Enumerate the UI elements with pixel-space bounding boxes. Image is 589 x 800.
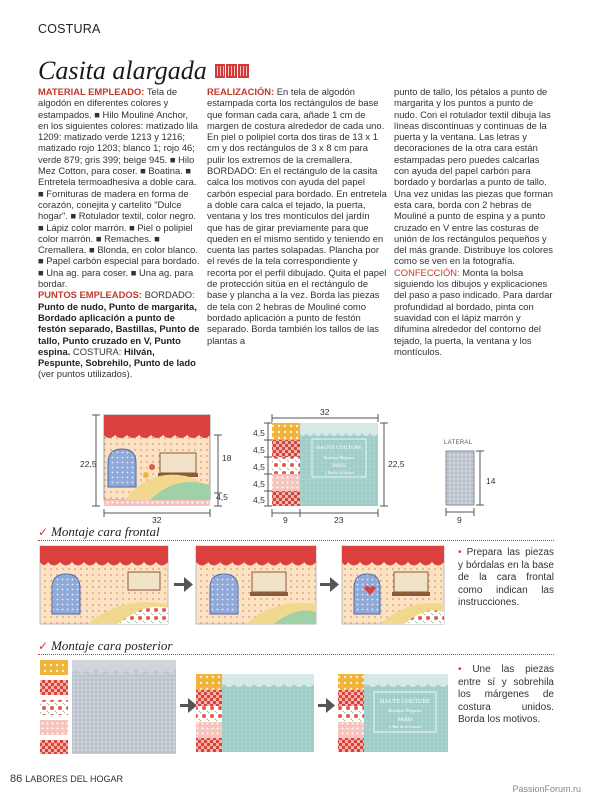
puntos-paragraph (38, 289, 200, 379)
step-back-note (458, 664, 554, 727)
back-height-label: 22,5 (388, 459, 405, 469)
step-back-divider (38, 654, 554, 655)
lateral-panel (446, 451, 474, 505)
puntos-lead: BORDADO: (144, 289, 195, 301)
step-front-heading (38, 524, 160, 540)
step-back-title: Montaje cara posterior (51, 638, 173, 653)
bordado-paragraph: BORDADO: En el rectángulo de la casita calca los motivos con ayuda del papel carbón especial para bordado. En entretela a doble cara calca el tejado, la puerta, ventana y los tres montículos del jardín que has de girar previamente para que queden en el mismo sentido y teniendo en cuenta las partes solapadas. Plancha por el revés de la tela correspondiente y recorta por el perfil dibujado. Quita el papel de protección sitúa en el rectángulo de base y plancha a la vez. Borda las piezas de tela con 2 hebras de Mouliné como bordado aplicación a punto de festón separado. Borda también los tallos de las plantas a (207, 165, 387, 346)
realizacion-column (207, 86, 387, 346)
arrow-icon (326, 698, 335, 713)
realizacion-text: En tela de algodón estampada corta los rectángulos de base que forman cada cara, añade 1 cm de margen de costura alrededor de cada uno. En piel o polipiel corta dos tiras de 13 x 1 cm y dos rectángulos de 3 x 8 cm para pulir los extremos de la cremallera. (207, 86, 385, 165)
costura-lead: COSTURA: (72, 345, 122, 357)
lateral-label: LATERAL (444, 440, 473, 446)
back-row-1-label: 4,5 (253, 428, 265, 438)
materials-paragraph (38, 86, 200, 289)
back-row-2-label: 4,5 (253, 445, 265, 455)
front-face-diagram (104, 415, 210, 506)
back-row-5-label: 4,5 (253, 495, 265, 505)
step-back-heading (38, 638, 172, 654)
section-label: COSTURA (38, 22, 101, 36)
lateral-width-label: 9 (457, 515, 462, 525)
confeccion-label: CONFECCIÓN: (394, 266, 460, 278)
stamp-line-3: PARIS (397, 717, 413, 723)
front-step-1-panel (40, 546, 168, 624)
front-height-label: 22,5 (80, 459, 97, 469)
title-block (38, 56, 249, 86)
step-back-note-text: Une las piezas entre sí y sobrehila los márgenes de costura unidos. Borda los motivos. (458, 664, 555, 725)
fabric-swatch-icon (215, 64, 249, 78)
back-right-width-label: 23 (334, 515, 344, 525)
confeccion-text: Monta la bolsa siguiendo los dibujos y explicaciones del paso a paso indicado. Para dardar profundidad al bordado, pinta con suavidad con el lápiz marrón y difumina alrededor del contorno del tejado, la puerta, la ventana y los montículos. (394, 266, 553, 357)
check-icon: ✓ (38, 639, 49, 653)
page-number: 86 (10, 773, 23, 785)
front-width-label: 32 (152, 515, 162, 525)
step-front-note-text: Prepara las piezas y bórdalas en la base de la cara frontal como indican las instrucciones. (458, 547, 554, 608)
stamp-line-1: HAUTE COUTURE (316, 445, 362, 451)
lateral-height-label: 14 (486, 476, 496, 486)
realizacion-label: REALIZACIÓN: (207, 86, 275, 97)
material-label: MATERIAL EMPLEADO: (38, 86, 145, 97)
arrow-icon (330, 577, 339, 592)
page-title: Casita alargada (38, 56, 207, 85)
back-row-3-label: 4,5 (253, 462, 265, 472)
magazine-name: LABORES DEL HOGAR (25, 774, 123, 784)
material-text: Tela de algodón en diferentes colores y estampados. ■ Hilo Mouliné Anchor, en los siguientes colores: matizado lila 1209: matizado verde 1213 y 1216; matizado rojo 1203; blanco 1; rojo 46; verde 879; gris 399; beige 945. ■ Hilo Mez Cotton, para coser. ■ Boatina. ■ Entretela termoadhesiva a doble cara. ■ Fornituras de madera en forma de corazón, conejita y cartelito "Dulce hogar". ■ Rotulador textil, color negro. ■ Lápiz color marrón. ■ Piel o polipiel color marrón. ■ Remaches. ■ Cremallera. ■ Blonda, en color blanco. ■ Papel carbón especial para bordado. ■ Una ag. para coser. ■ Una ag. para bordar. (38, 86, 200, 290)
bullet-icon: • (458, 664, 473, 675)
step-front-title: Montaje cara frontal (51, 524, 160, 539)
stamp-line-2: Boutique Élégance (323, 455, 355, 460)
stamp-line-2: Boutique Élégance (388, 708, 422, 713)
bullet-icon: • (458, 547, 467, 558)
front-step-2-panel (196, 546, 316, 624)
arrow-icon (184, 577, 193, 592)
back-step-3-panel (338, 674, 448, 752)
back-row-4-label: 4,5 (253, 479, 265, 489)
back-width-label: 32 (320, 407, 330, 417)
materials-column (38, 86, 200, 380)
back-step-2-panel (196, 674, 314, 752)
confeccion-column (394, 86, 556, 357)
back-left-width-label: 9 (283, 515, 288, 525)
costura-list: Hilván, Pespunte, Sobrehilo, Punto de lado (38, 345, 196, 369)
realizacion-paragraph (207, 86, 387, 165)
confeccion-paragraph (394, 267, 556, 357)
stamp-line-4: 1, Rue de la Couture (388, 724, 422, 729)
check-icon: ✓ (38, 525, 49, 539)
stamp-line-3: PARIS (332, 464, 346, 469)
puntos-label: PUNTOS EMPLEADOS: (38, 289, 143, 301)
arrow-icon (188, 698, 197, 713)
step-front-divider (38, 540, 554, 541)
front-side-height-label: 18 (222, 453, 232, 463)
stamp-line-4: 1, Rue de la Couture (324, 471, 354, 475)
costura-tail: (ver puntos utilizados). (38, 368, 133, 380)
watermark: PassionForum.ru (512, 784, 581, 794)
stamp-line-1: HAUTE COUTURE (379, 699, 431, 705)
back-step-1-panel (40, 660, 176, 754)
back-face-diagram (272, 423, 378, 506)
front-step-3-panel (342, 546, 444, 624)
puntos-list: Punto de nudo, Punto de margarita, Bordado aplicación a punto de festón separado, Bastillas, Punto de tallo, Punto cruzado en V, Punto espina. (38, 300, 200, 357)
page-footer (10, 773, 123, 785)
front-base-label: 4,5 (216, 492, 228, 502)
step-front-note (458, 547, 554, 610)
bordado-continued: punto de tallo, los pétalos a punto de margarita y los puntos a punto de nudo. Con el rotulador textil dibuja las líneas discontinuas y continuas de la puerta y la ventana. Las letras y decoraciones de la otra cara están estampadas pero puedes calcarlas con ayuda del papel carbón para bordado y bordarlas a punto de tallo. Una vez unidas las piezas que forman esta cara, borda con 2 hebras de Mouliné a punto de espina y a punto cruzado en V entre las costuras de unión de los rectángulos pequeños y del más grande. Distribuye los colores como se ven en la fotografía. (394, 86, 553, 267)
